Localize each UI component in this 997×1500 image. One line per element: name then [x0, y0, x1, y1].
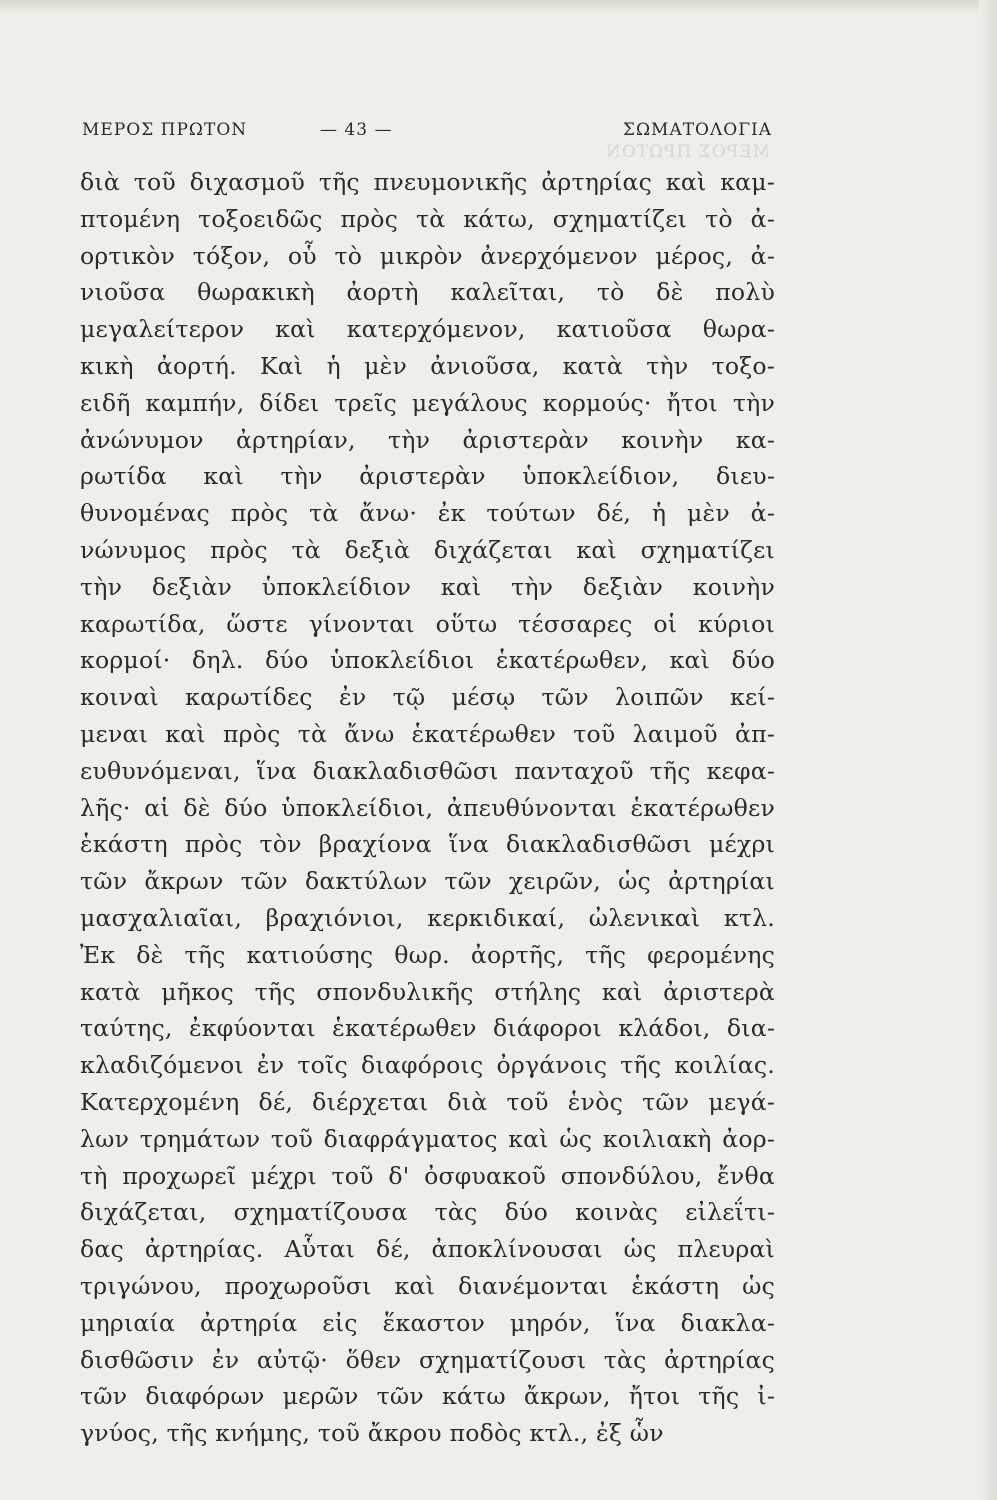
bleed-through-text: ΜΕΡΟΣ ΠΡΩΤΟΝ	[604, 142, 770, 162]
text-line: πτομένη τοξοειδῶς πρὸς τὰ κάτω, σχηματίζει τὸ ἀ-	[80, 204, 775, 233]
running-header	[82, 120, 772, 150]
page-number: — 43 —	[320, 120, 393, 140]
text-line: ταύτης, ἐκφύονται ἑκατέρωθεν διάφοροι κλάδοι, δια-	[80, 1014, 775, 1043]
text-line: τῶν διαφόρων μερῶν τῶν κάτω ἄκρων, ἤτοι τῆς ἰ-	[80, 1382, 775, 1411]
text-line: λῆς· αἱ δὲ δύο ὑποκλείδιοι, ἀπευθύνονται ἑκατέρωθεν	[80, 793, 775, 822]
text-line: διὰ τοῦ διχασμοῦ τῆς πνευμονικῆς ἀρτηρίας καὶ καμ-	[80, 168, 775, 196]
text-line: τριγώνου, προχωροῦσι καὶ διανέμονται ἑκάστη ὡς	[80, 1271, 775, 1300]
text-line: Κατερχομένη δέ, διέρχεται διὰ τοῦ ἑνὸς τῶν μεγά-	[80, 1087, 775, 1116]
header-section-title: ΣΩΜΑΤΟΛΟΓΙΑ	[622, 120, 772, 140]
text-line: μεγαλείτερον καὶ κατερχόμενον, κατιοῦσα θωρα-	[80, 315, 775, 344]
text-line: μασχαλιαῖαι, βραχιόνιοι, κερκιδικαί, ὠλενικαὶ κτλ.	[80, 903, 775, 932]
text-line: τῶν ἄκρων τῶν δακτύλων τῶν χειρῶν, ὡς ἀρτηρίαι	[80, 867, 775, 896]
text-line: ευθυνόμεναι, ἵνα διακλαδισθῶσι πανταχοῦ τῆς κεφα-	[80, 756, 775, 785]
text-line: νιοῦσα θωρακικὴ ἀορτὴ καλεῖται, τὸ δὲ πολὺ	[80, 278, 775, 307]
text-line: κικὴ ἀορτή. Καὶ ἡ μὲν ἀνιοῦσα, κατὰ τὴν τοξο-	[80, 351, 775, 380]
text-line: ἑκάστη πρὸς τὸν βραχίονα ἵνα διακλαδισθῶσι μέχρι	[80, 830, 775, 859]
text-line: μηριαία ἀρτηρία εἰς ἕκαστον μηρόν, ἵνα διακλα-	[80, 1308, 775, 1337]
text-line: τὴ προχωρεῖ μέχρι τοῦ δ' ὀσφυακοῦ σπονδύλου, ἔνθα	[80, 1161, 775, 1190]
text-line: γνύος, τῆς κνήμης, τοῦ ἄκρου ποδὸς κτλ., ἐξ ὧν	[80, 1419, 664, 1448]
text-line: ειδῆ καμπήν, δίδει τρεῖς μεγάλους κορμούς· ἤτοι τὴν	[80, 388, 775, 417]
body-text	[80, 164, 775, 1452]
text-line: τὴν δεξιὰν ὑποκλείδιον καὶ τὴν δεξιὰν κοινὴν	[80, 572, 775, 601]
text-line: ρωτίδα καὶ τὴν ἀριστερὰν ὑποκλείδιον, διευ-	[80, 462, 775, 491]
text-line: κατὰ μῆκος τῆς σπονδυλικῆς στήλης καὶ ἀριστερὰ	[80, 977, 775, 1006]
text-line: καρωτίδα, ὥστε γίνονται οὕτω τέσσαρες οἱ κύριοι	[80, 609, 775, 638]
text-line: δας ἀρτηρίας. Αὗται δέ, ἀποκλίνουσαι ὡς πλευραὶ	[80, 1235, 775, 1264]
text-line: κορμοί· δηλ. δύο ὑποκλείδιοι ἑκατέρωθεν, καὶ δύο	[80, 646, 775, 675]
text-line: Ἐκ δὲ τῆς κατιούσης θωρ. ἀορτῆς, τῆς φερομένης	[80, 940, 775, 969]
text-line: ορτικὸν τόξον, οὗ τὸ μικρὸν ἀνερχόμενον μέρος, ἀ-	[80, 241, 775, 270]
text-line: μεναι καὶ πρὸς τὰ ἄνω ἑκατέρωθεν τοῦ λαιμοῦ ἀπ-	[80, 719, 775, 748]
page-right-edge	[979, 0, 997, 1500]
page-top-edge	[0, 0, 997, 14]
text-line: θυνομένας πρὸς τὰ ἄνω· ἐκ τούτων δέ, ἡ μὲν ἀ-	[80, 499, 775, 528]
text-line: λων τρημάτων τοῦ διαφράγματος καὶ ὡς κοιλιακὴ ἀορ-	[80, 1124, 775, 1153]
text-line: δισθῶσιν ἐν αὐτῷ· ὅθεν σχηματίζουσι τὰς ἀρτηρίας	[80, 1345, 775, 1374]
text-line: κοιναὶ καρωτίδες ἐν τῷ μέσῳ τῶν λοιπῶν κεί-	[80, 683, 775, 712]
header-part-title: ΜΕΡΟΣ ΠΡΩΤΟΝ	[82, 120, 248, 140]
text-line: νώνυμος πρὸς τὰ δεξιὰ διχάζεται καὶ σχηματίζει	[80, 535, 775, 564]
text-line: κλαδιζόμενοι ἐν τοῖς διαφόροις ὀργάνοις τῆς κοιλίας.	[80, 1051, 775, 1080]
text-line: ἀνώνυμον ἀρτηρίαν, τὴν ἀριστερὰν κοινὴν κα-	[80, 425, 775, 454]
text-line: διχάζεται, σχηματίζουσα τὰς δύο κοινὰς εἰλεΐτι-	[80, 1198, 775, 1227]
